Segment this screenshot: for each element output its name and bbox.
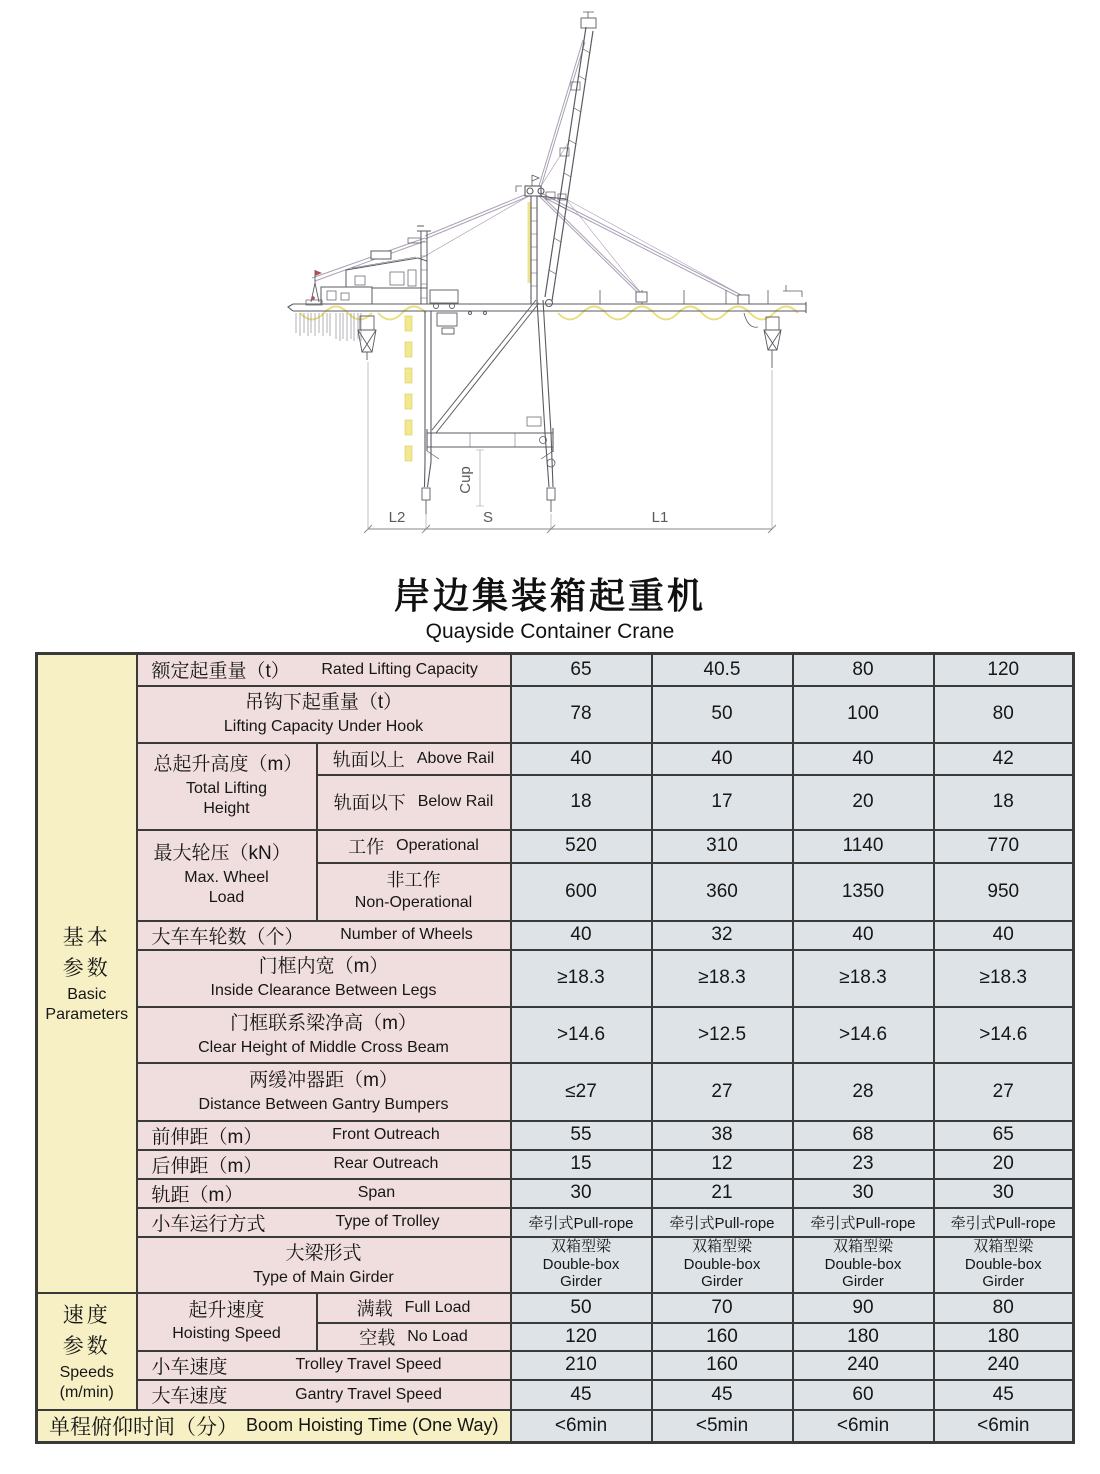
dim-label-s: S: [482, 509, 494, 526]
hanging-spreader-right: [764, 317, 781, 368]
value-cell: 30: [793, 1179, 934, 1208]
value-cell: 45: [652, 1380, 793, 1410]
value-cell: 40: [793, 743, 934, 775]
value-cell: 360: [652, 863, 793, 921]
value-cell: 60: [793, 1380, 934, 1410]
value-cell: 90: [793, 1293, 934, 1323]
value-cell: >14.6: [793, 1007, 934, 1063]
table-row: [37, 1410, 1074, 1443]
dim-label-cup: Cup: [457, 466, 474, 494]
row-label-gantry-speed: 大车速度 Gantry Travel Speed: [137, 1380, 511, 1410]
value-cell: 310: [652, 830, 793, 863]
table-row: [37, 1179, 1074, 1208]
table-row: [37, 1380, 1074, 1410]
row-label-full-load: 满载 Full Load: [317, 1293, 511, 1323]
row-label-under-hook: 吊钩下起重量（t） Lifting Capacity Under Hook: [137, 686, 511, 743]
group-basic-parameters: 基本 参数 Basic Parameters: [37, 654, 137, 1293]
value-cell: 双箱型梁 Double-box Girder: [793, 1237, 934, 1293]
value-cell: 牵引式Pull-rope: [934, 1208, 1074, 1237]
row-label-boom-hoisting-time: 单程俯仰时间（分） Boom Hoisting Time (One Way): [37, 1410, 511, 1443]
page-title-chinese: 岸边集装箱起重机: [393, 575, 706, 616]
value-cell: 牵引式Pull-rope: [652, 1208, 793, 1237]
value-cell: 1350: [793, 863, 934, 921]
row-label-main-girder: 大梁形式 Type of Main Girder: [137, 1237, 511, 1293]
value-cell: 45: [934, 1380, 1074, 1410]
title-block: [0, 568, 1100, 644]
value-cell: 27: [934, 1063, 1074, 1121]
page-title-english: Quayside Container Crane: [425, 620, 675, 643]
table-row: [37, 1208, 1074, 1237]
row-label-span: 轨距（m） Span: [137, 1179, 511, 1208]
value-cell: 70: [652, 1293, 793, 1323]
yellow-ladder: [405, 316, 412, 461]
value-cell: 240: [793, 1351, 934, 1380]
value-cell: 40.5: [652, 654, 793, 686]
value-cell: 120: [934, 654, 1074, 686]
value-cell: ≥18.3: [652, 950, 793, 1007]
value-cell: <5min: [652, 1410, 793, 1443]
table-row: [37, 654, 1074, 686]
tower-a-frame: [516, 175, 566, 304]
value-cell: 78: [511, 686, 652, 743]
yellow-highlights: [300, 202, 798, 320]
value-cell: 80: [934, 686, 1074, 743]
value-cell: 80: [934, 1293, 1074, 1323]
table-row: [37, 686, 1074, 743]
value-cell: <6min: [511, 1410, 652, 1443]
value-cell: 17: [652, 775, 793, 830]
value-cell: 65: [511, 654, 652, 686]
value-cell: <6min: [793, 1410, 934, 1443]
value-cell: 28: [793, 1063, 934, 1121]
row-label-rear-outreach: 后伸距（m） Rear Outreach: [137, 1150, 511, 1179]
table-row: [37, 1150, 1074, 1179]
row-label-non-operational: 非工作 Non-Operational: [317, 863, 511, 921]
value-cell: 65: [934, 1121, 1074, 1150]
value-cell: 21: [652, 1179, 793, 1208]
row-label-wheel-load: 最大轮压（kN） Max. Wheel Load: [137, 830, 317, 921]
value-cell: 160: [652, 1351, 793, 1380]
machinery-house: [321, 251, 427, 304]
value-cell: 210: [511, 1351, 652, 1380]
value-cell: 18: [511, 775, 652, 830]
row-label-front-outreach: 前伸距（m） Front Outreach: [137, 1121, 511, 1150]
value-cell: 15: [511, 1150, 652, 1179]
table-row: [37, 1351, 1074, 1380]
row-label-inside-clearance: 门框内宽（m） Inside Clearance Between Legs: [137, 950, 511, 1007]
value-cell: >14.6: [934, 1007, 1074, 1063]
value-cell: 80: [793, 654, 934, 686]
value-cell: ≥18.3: [793, 950, 934, 1007]
value-cell: 40: [934, 921, 1074, 950]
table-row: [37, 1007, 1074, 1063]
row-label-trolley-type: 小车运行方式 Type of Trolley: [137, 1208, 511, 1237]
value-cell: >14.6: [511, 1007, 652, 1063]
row-label-number-of-wheels: 大车车轮数（个） Number of Wheels: [137, 921, 511, 950]
value-cell: 27: [652, 1063, 793, 1121]
value-cell: 23: [793, 1150, 934, 1179]
value-cell: 牵引式Pull-rope: [793, 1208, 934, 1237]
value-cell: 30: [511, 1179, 652, 1208]
dim-label-l1: L1: [651, 509, 669, 526]
table-row: [37, 830, 1074, 863]
value-cell: 100: [793, 686, 934, 743]
value-cell: 牵引式Pull-rope: [511, 1208, 652, 1237]
row-label-bumper-distance: 两缓冲器距（m） Distance Between Gantry Bumpers: [137, 1063, 511, 1121]
row-label-operational: 工作 Operational: [317, 830, 511, 863]
value-cell: 30: [934, 1179, 1074, 1208]
value-cell: 20: [934, 1150, 1074, 1179]
value-cell: 240: [934, 1351, 1074, 1380]
value-cell: <6min: [934, 1410, 1074, 1443]
value-cell: 45: [511, 1380, 652, 1410]
trolley: [430, 290, 487, 334]
value-cell: 1140: [793, 830, 934, 863]
value-cell: 770: [934, 830, 1074, 863]
value-cell: 双箱型梁 Double-box Girder: [934, 1237, 1074, 1293]
table-row: [37, 1237, 1074, 1293]
value-cell: 160: [652, 1323, 793, 1351]
value-cell: 50: [652, 686, 793, 743]
value-cell: 180: [793, 1323, 934, 1351]
value-cell: 600: [511, 863, 652, 921]
table-row: [37, 950, 1074, 1007]
table-row: [37, 743, 1074, 775]
value-cell: 40: [511, 921, 652, 950]
table-row: [37, 1063, 1074, 1121]
group-speeds: 速度 参数 Speeds (m/min): [37, 1293, 137, 1410]
value-cell: 68: [793, 1121, 934, 1150]
value-cell: 950: [934, 863, 1074, 921]
row-label-trolley-speed: 小车速度 Trolley Travel Speed: [137, 1351, 511, 1380]
row-label-lifting-height: 总起升高度（m） Total Lifting Height: [137, 743, 317, 830]
crane-technical-drawing: [0, 0, 1100, 560]
value-cell: 38: [652, 1121, 793, 1150]
value-cell: 55: [511, 1121, 652, 1150]
value-cell: 40: [511, 743, 652, 775]
value-cell: ≥18.3: [511, 950, 652, 1007]
boom-lattice: [545, 12, 596, 307]
spec-table: [35, 652, 1075, 1444]
row-label-below-rail: 轨面以下 Below Rail: [317, 775, 511, 830]
value-cell: 520: [511, 830, 652, 863]
row-label-no-load: 空载 No Load: [317, 1323, 511, 1351]
value-cell: >12.5: [652, 1007, 793, 1063]
value-cell: 120: [511, 1323, 652, 1351]
row-label-rated-capacity: 额定起重量（t） Rated Lifting Capacity: [137, 654, 511, 686]
value-cell: 双箱型梁 Double-box Girder: [511, 1237, 652, 1293]
value-cell: 42: [934, 743, 1074, 775]
value-cell: 40: [652, 743, 793, 775]
row-label-clear-height: 门框联系梁净高（m） Clear Height of Middle Cross Beam: [137, 1007, 511, 1063]
value-cell: 双箱型梁 Double-box Girder: [652, 1237, 793, 1293]
value-cell: ≤27: [511, 1063, 652, 1121]
value-cell: 32: [652, 921, 793, 950]
dim-label-l2: L2: [388, 509, 406, 526]
value-cell: 40: [793, 921, 934, 950]
table-row: [37, 1121, 1074, 1150]
table-row: [37, 921, 1074, 950]
value-cell: ≥18.3: [934, 950, 1074, 1007]
dimension-labels: [389, 466, 669, 526]
value-cell: 20: [793, 775, 934, 830]
value-cell: 180: [934, 1323, 1074, 1351]
row-label-hoisting-speed: 起升速度 Hoisting Speed: [137, 1293, 317, 1351]
value-cell: 12: [652, 1150, 793, 1179]
value-cell: 18: [934, 775, 1074, 830]
value-cell: 50: [511, 1293, 652, 1323]
row-label-above-rail: 轨面以上 Above Rail: [317, 743, 511, 775]
table-row: [37, 1293, 1074, 1323]
